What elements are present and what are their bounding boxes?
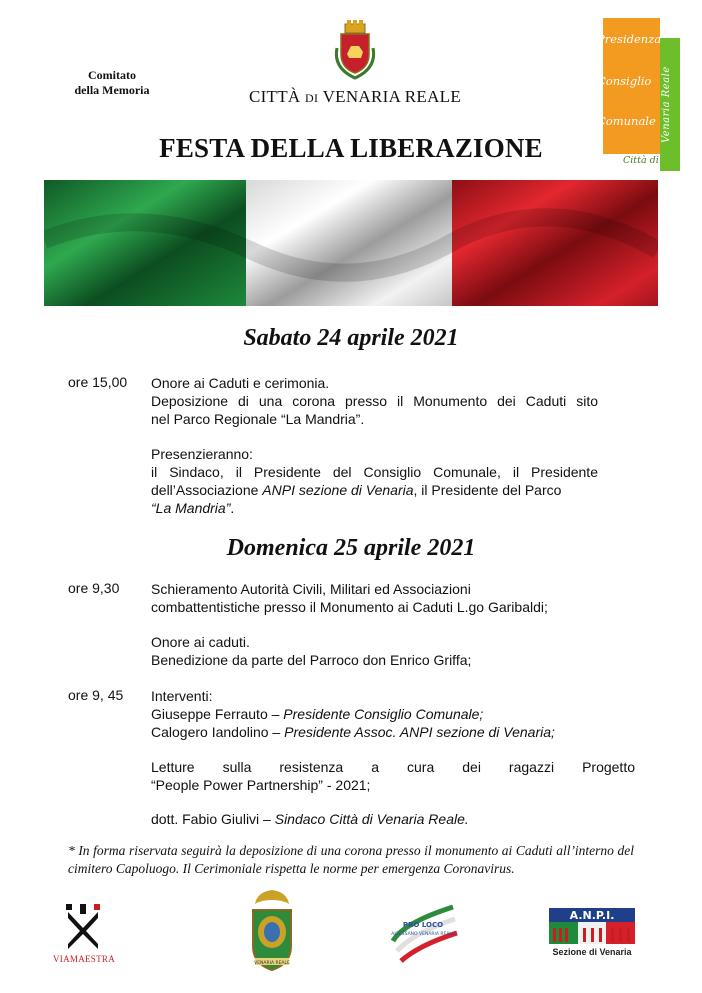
presence-line-3b: . <box>230 500 235 516</box>
footnote: * In forma riservata seguirà la deposizione di una corona presso il monumento ai Caduti all’interno del cimitero Capoluogo. Il Cerimoniale rispetta le norme per emergenza Coronavirus. <box>68 843 634 876</box>
presence-line-1: il Sindaco, il Presidente del Consiglio Comunale, il Presidente <box>151 464 598 480</box>
letture-line-1: Letture sulla resistenza a cura dei ragazzi Progetto <box>151 759 635 775</box>
page-title: FESTA DELLA LIBERAZIONE <box>159 133 543 163</box>
anpi-logo-icon <box>549 908 635 944</box>
city-name <box>240 87 470 107</box>
bersaglieri-band-text: VENARIA REALE <box>254 961 290 966</box>
bersaglieri-band-logo-icon <box>243 888 301 972</box>
sunday-block-1 <box>151 580 598 616</box>
anpi-caption: Sezione di Venaria <box>552 947 632 957</box>
saturday-line-1: Onore ai Caduti e cerimonia. <box>151 375 330 391</box>
speaker-1-name: Giuseppe Ferrauto – <box>151 706 284 722</box>
presence-line-3a: “La Mandria” <box>151 500 231 516</box>
city-part1: CITTÀ <box>248 87 301 106</box>
saturday-program <box>151 374 598 428</box>
city-part2: VENARIA REALE <box>322 87 462 106</box>
venaria-coat-of-arms-icon <box>331 18 379 80</box>
sunday-b1-line-1: Schieramento Autorità Civili, Militari ed Associazioni <box>151 581 471 597</box>
sindaco-name: dott. Fabio Giulivi – <box>151 811 275 827</box>
sunday-b1-line-2: combattentistiche presso il Monumento ai Caduti L.go Garibaldi; <box>151 599 548 615</box>
presidenza-vertical-text: Venaria Reale <box>661 66 672 143</box>
sunday-heading: Domenica 25 aprile 2021 <box>226 535 476 561</box>
presence-line-2a: dell’Associazione <box>151 482 263 498</box>
sunday-b1-line-4: Benedizione da parte del Parroco don Enrico Griffa; <box>151 652 472 668</box>
proloco-text-2: ALTESSANO VENARIA REALE <box>391 932 455 937</box>
saturday-line-3: nel Parco Regionale “La Mandria”. <box>151 411 365 427</box>
saturday-line-2: Deposizione di una corona presso il Monumento dei Caduti sito <box>151 393 598 409</box>
sunday-b1-line-3: Onore ai caduti. <box>151 634 250 650</box>
comitato-line-1: Comitato <box>88 68 136 82</box>
speaker-2-role: Presidente Assoc. ANPI sezione di Venaria; <box>284 724 555 740</box>
city-di: DI <box>305 91 319 105</box>
sunday-block-1b <box>151 633 598 669</box>
italian-flag-image <box>44 180 658 306</box>
saturday-time: ore 15,00 <box>68 374 128 390</box>
proloco-text-1: PRO LOCO <box>402 921 444 929</box>
presence-label: Presenzieranno: <box>151 446 253 462</box>
anpi-name-text: A.N.P.I. <box>569 909 615 922</box>
presence-line-3 <box>151 499 598 517</box>
viamaestra-logo-icon <box>64 902 102 950</box>
sunday-time-2: ore 9, 45 <box>68 687 124 703</box>
speaker-2-name: Calogero Iandolino – <box>151 724 285 740</box>
presence-line-2 <box>151 481 598 499</box>
presidenza-line-2: Consiglio <box>597 74 652 88</box>
viamaestra-label: VIAMAESTRA <box>53 954 116 964</box>
sunday-time-1: ore 9,30 <box>68 580 120 596</box>
sunday-block-2 <box>151 687 598 741</box>
letture-block <box>151 758 635 794</box>
speaker-1 <box>151 705 598 723</box>
presidenza-line-1: Presidenza <box>597 32 662 46</box>
presidenza-line-3: Comunale <box>597 114 656 128</box>
saturday-presence <box>151 445 598 517</box>
saturday-heading: Sabato 24 aprile 2021 <box>243 325 459 351</box>
presence-line-2c: , il Presidente del Parco <box>413 482 562 498</box>
comitato-line-2: della Memoria <box>74 83 150 97</box>
interventi-label: Interventi: <box>151 688 213 704</box>
presidenza-citta-di: Città di <box>623 155 659 166</box>
speaker-2 <box>151 723 598 741</box>
proloco-logo-icon <box>383 893 463 973</box>
presence-line-2b: ANPI sezione di Venaria <box>262 482 414 498</box>
letture-line-2: “People Power Partnership” - 2021; <box>151 777 371 793</box>
sindaco-role: Sindaco Città di Venaria Reale. <box>274 811 469 827</box>
comitato-della-memoria <box>62 68 162 98</box>
sindaco-line <box>151 810 598 828</box>
speaker-1-role: Presidente Consiglio Comunale; <box>283 706 484 722</box>
